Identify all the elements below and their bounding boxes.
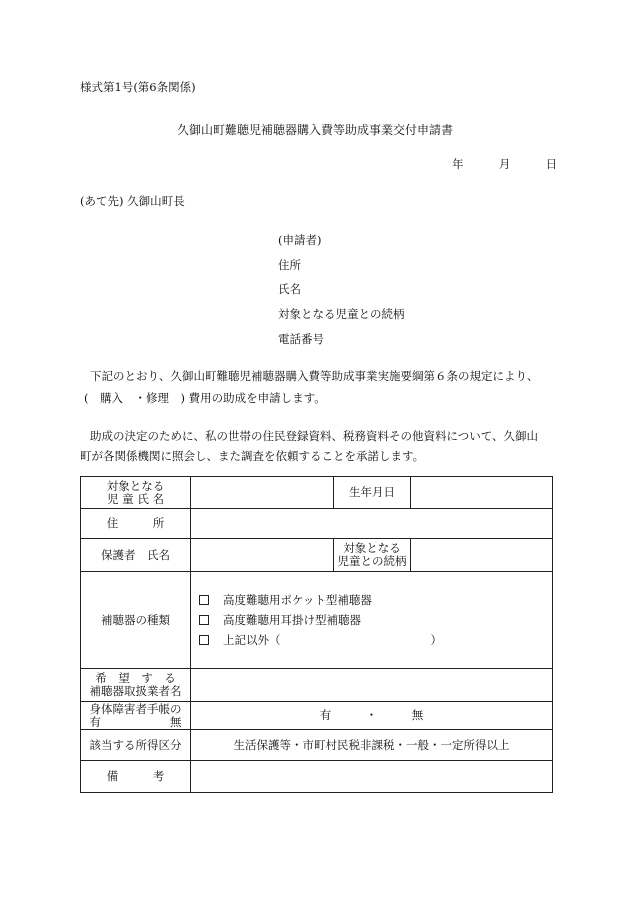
addressee: (あて先) 久御山町長	[80, 194, 185, 208]
relation-field[interactable]	[411, 539, 553, 572]
address-field[interactable]	[191, 509, 553, 539]
child-name-field[interactable]	[191, 477, 334, 509]
form-number: 様式第1号(第6条関係)	[80, 80, 196, 94]
guardian-name-label: 保護者 氏名	[81, 539, 191, 572]
option-pocket[interactable]: 高度難聴用ポケット型補聴器	[199, 590, 552, 610]
relation-label: 対象となる 児童との続柄	[334, 539, 411, 572]
date-line	[452, 156, 557, 172]
applicant-address-label: 住所	[278, 258, 301, 272]
guardian-name-field[interactable]	[191, 539, 334, 572]
option-other[interactable]: 上記以外（ ）	[199, 630, 552, 650]
applicant-heading: (申請者)	[278, 233, 322, 247]
document-title: 久御山町難聴児補聴器購入費等助成事業交付申請書	[176, 123, 453, 137]
income-label: 該当する所得区分	[81, 730, 191, 761]
paragraph-2-line-2: 町が各関係機関に照会し、また調査を依頼することを承諾します。	[80, 449, 425, 463]
checkbox-icon[interactable]	[199, 615, 209, 625]
handbook-value[interactable]: 有 ・ 無	[191, 702, 553, 730]
paragraph-1-line-1: 下記のとおり、久御山町難聴児補聴器購入費等助成事業実施要綱第６条の規定により、	[90, 369, 539, 383]
birthdate-field[interactable]	[411, 477, 553, 509]
date-day: 日	[545, 157, 558, 171]
checkbox-icon[interactable]	[199, 595, 209, 605]
device-type-options	[191, 572, 553, 669]
address-label: 住 所	[81, 509, 191, 539]
device-type-label: 補聴器の種類	[81, 572, 191, 669]
checkbox-icon[interactable]	[199, 635, 209, 645]
child-name-label: 対象となる 児 童 氏 名	[81, 477, 191, 509]
paragraph-1-line-2: ( 購入 ・修理 ) 費用の助成を申請します。	[84, 391, 326, 405]
applicant-phone-label: 電話番号	[278, 332, 324, 346]
applicant-name-label: 氏名	[278, 282, 301, 296]
remarks-field[interactable]	[191, 761, 553, 793]
application-table	[80, 476, 553, 793]
dealer-field[interactable]	[191, 669, 553, 702]
date-month: 月	[498, 157, 511, 171]
income-options[interactable]: 生活保護等・市町村民税非課税・一般・一定所得以上	[191, 730, 553, 761]
handbook-label: 身体障害者手帳の 有 無	[81, 702, 191, 730]
paragraph-2-line-1: 助成の決定のために、私の世帯の住民登録資料、税務資料その他資料について、久御山	[90, 429, 539, 443]
date-year: 年	[452, 157, 464, 171]
dealer-label: 希 望 す る 補聴器取扱業者名	[81, 669, 191, 702]
remarks-label: 備 考	[81, 761, 191, 793]
applicant-relation-label: 対象となる児童との続柄	[278, 307, 405, 321]
birthdate-label: 生年月日	[334, 477, 411, 509]
option-ear[interactable]: 高度難聴用耳掛け型補聴器	[199, 610, 552, 630]
